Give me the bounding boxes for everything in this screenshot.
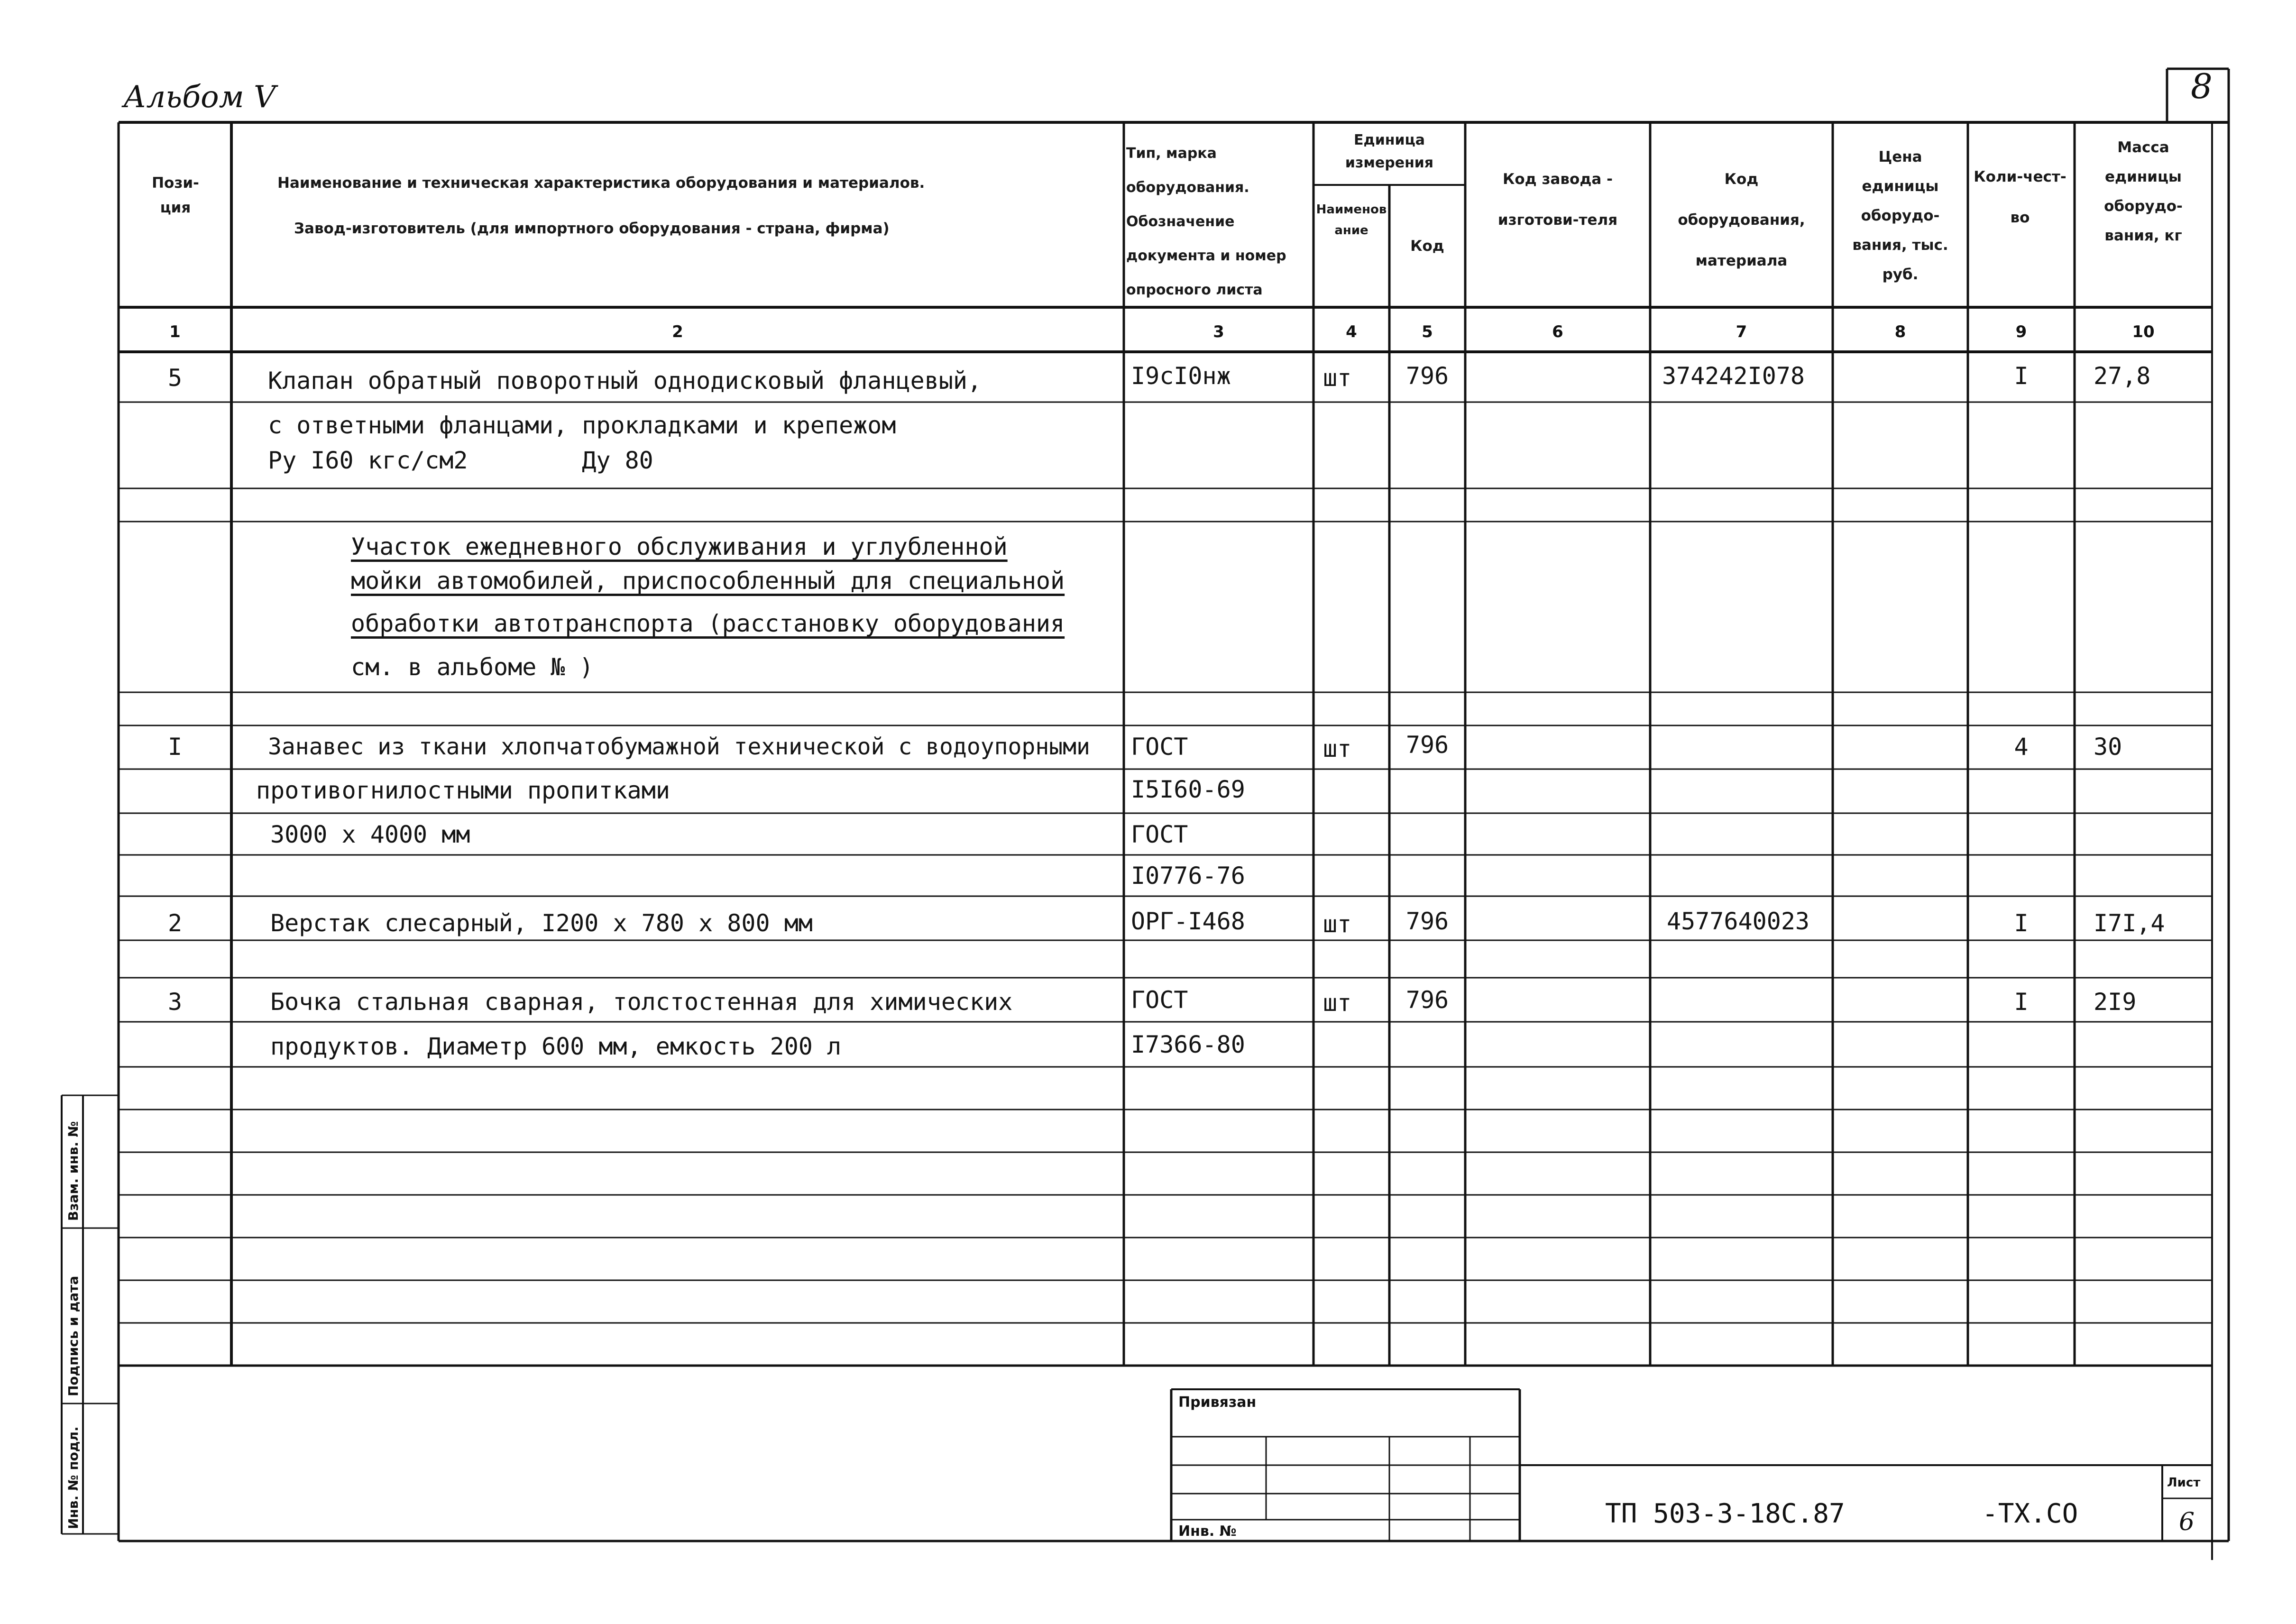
row-type: I5I60-69 — [1131, 776, 1245, 803]
row-mass: 30 — [2094, 733, 2122, 761]
row-type: ГОСТ — [1131, 986, 1188, 1014]
header-name-line1: Наименование и техническая характеристика оборудования и материалов. — [277, 174, 925, 192]
stamp-inventory-label: Инв. № — [1178, 1523, 1237, 1540]
header-equipment-code: Код оборудования, материала — [1678, 171, 1805, 269]
sheet-value: 6 — [2179, 1508, 2195, 1536]
row-position: I — [167, 733, 183, 761]
document-code: ТП 503-3-18С.87 — [1605, 1498, 1845, 1529]
side-label-signature-date: Подпись и дата — [65, 1275, 81, 1396]
row-type: ГОСТ — [1131, 733, 1188, 761]
row-quantity: 4 — [2014, 733, 2029, 761]
row-position: 5 — [167, 364, 183, 392]
row-equipment-code: 374242I078 — [1662, 362, 1805, 390]
row-unit: шт — [1323, 910, 1352, 938]
column-number: 5 — [1422, 322, 1433, 341]
column-number: 3 — [1213, 322, 1224, 341]
header-type: Тип, марка оборудования. Обозначение документа и номер опросного листа — [1126, 145, 1286, 298]
row-type: I9cI0нж — [1131, 362, 1231, 390]
row-mass: 27,8 — [2094, 362, 2151, 390]
row-name: с ответными фланцами, прокладками и крепежом — [268, 412, 896, 439]
row-type: I7366-80 — [1131, 1031, 1245, 1058]
stamp-bound-label: Привязан — [1178, 1394, 1257, 1411]
column-number: 2 — [672, 322, 683, 341]
header-quantity: Коли-чест-во — [1974, 168, 2066, 226]
row-quantity: I — [2014, 909, 2029, 937]
header-price: Цена единицы оборудо-вания, тыс. руб. — [1852, 148, 1948, 283]
row-name: противогнилостными пропитками — [256, 777, 670, 804]
row-type: I0776-76 — [1131, 862, 1245, 890]
sheet-number-top: 8 — [2191, 66, 2213, 106]
row-unit: шт — [1323, 735, 1352, 762]
column-number: 4 — [1346, 322, 1357, 341]
section-heading-line: Участок ежедневного обслуживания и углубленной — [351, 533, 1008, 560]
row-name: Занавес из ткани хлопчатобумажной технической с водоупорными — [268, 734, 1090, 760]
row-mass: I7I,4 — [2094, 909, 2165, 937]
document-code-suffix: -ТХ.СО — [1982, 1498, 2078, 1529]
row-name: Бочка стальная сварная, толстостенная для химических — [270, 988, 1013, 1016]
column-number: 7 — [1736, 322, 1747, 341]
row-name: Верстак слесарный, I200 х 780 х 800 мм — [270, 909, 813, 937]
column-number: 8 — [1894, 322, 1906, 341]
section-heading-line: обработки автотранспорта (расстановку оборудования — [351, 610, 1065, 637]
row-unit-code: 796 — [1405, 986, 1449, 1014]
side-label-replaced-inventory: Взам. инв. № — [65, 1121, 81, 1221]
header-unit-group: Единица измерения — [1345, 132, 1434, 171]
column-number: 9 — [2015, 322, 2027, 341]
side-label-original-inventory: Инв. № подл. — [65, 1426, 81, 1529]
row-mass: 2I9 — [2094, 988, 2137, 1016]
header-unit-code: Код — [1410, 238, 1444, 255]
header-manufacturer-code: Код завода - изготови-теля — [1497, 171, 1618, 229]
row-unit-code: 796 — [1405, 731, 1449, 759]
column-number: 1 — [169, 322, 181, 341]
row-name: продуктов. Диаметр 600 мм, емкость 200 л — [270, 1033, 842, 1060]
header-mass: Масса единицы оборудо-вания, кг — [2104, 139, 2183, 244]
section-heading-line: мойки автомобилей, приспособленный для специальной — [351, 567, 1065, 595]
row-unit: шт — [1323, 364, 1352, 392]
row-quantity: I — [2014, 988, 2029, 1016]
row-type: ГОСТ — [1131, 821, 1188, 848]
row-name: Клапан обратный поворотный однодисковый фланцевый, — [268, 367, 982, 395]
row-position: 3 — [167, 988, 183, 1016]
sheet-label: Лист — [2167, 1476, 2201, 1490]
header-name-line2: Завод-изготовитель (для импортного оборудования - страна, фирма) — [294, 220, 890, 237]
row-unit-code: 796 — [1405, 908, 1449, 935]
row-type: ОРГ-I468 — [1131, 908, 1245, 935]
section-heading-line: см. в альбоме № ) — [351, 653, 594, 681]
row-equipment-code: 4577640023 — [1667, 908, 1810, 935]
column-number: 10 — [2132, 322, 2155, 341]
row-name: Ру I60 кгс/см2 Ду 80 — [268, 447, 653, 474]
row-unit-code: 796 — [1405, 362, 1449, 390]
header-unit-name: Наименование — [1316, 202, 1387, 238]
row-position: 2 — [167, 909, 183, 937]
row-unit: шт — [1323, 989, 1352, 1017]
column-number: 6 — [1552, 322, 1563, 341]
header-position: Пози-ция — [152, 174, 199, 216]
row-quantity: I — [2014, 362, 2029, 390]
album-label: Альбом V — [123, 80, 276, 115]
row-name: 3000 х 4000 мм — [270, 821, 470, 848]
